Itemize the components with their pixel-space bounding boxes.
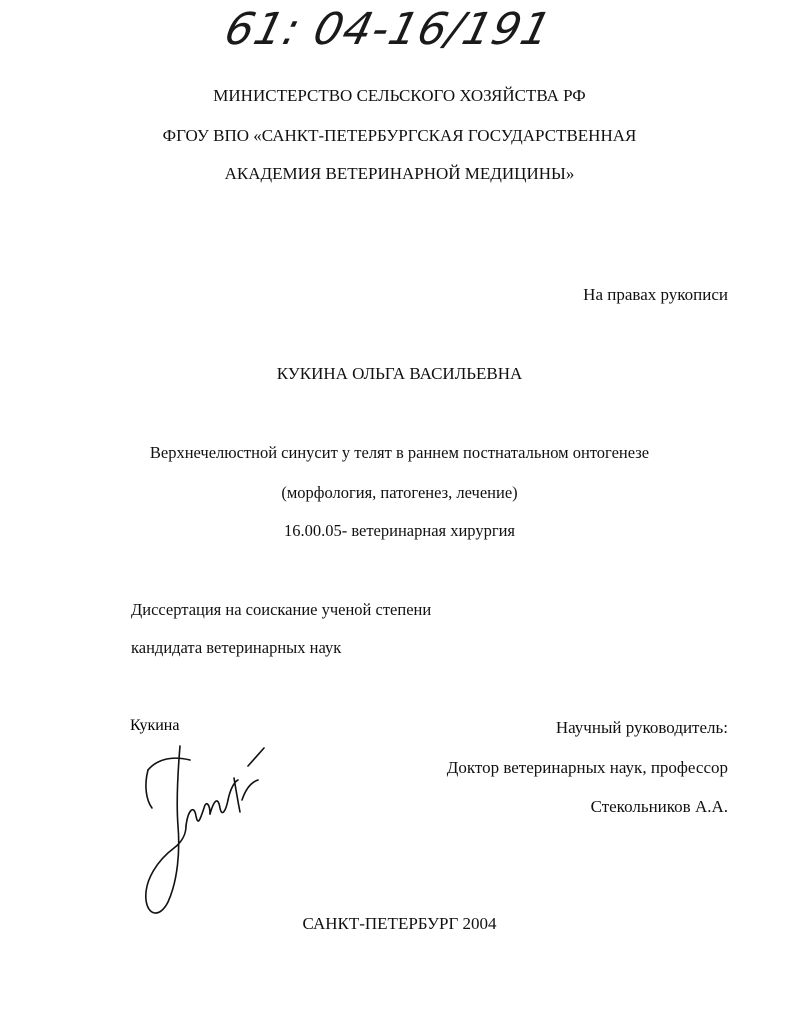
degree-line-2: кандидата ветеринарных наук bbox=[131, 638, 342, 657]
signature-text: Кукина bbox=[130, 717, 180, 734]
city-year: САНКТ-ПЕТЕРБУРГ 2004 bbox=[302, 914, 497, 933]
manuscript-rights-note: На правах рукописи bbox=[583, 285, 728, 304]
supervisor-credentials: Доктор ветеринарных наук, профессор bbox=[446, 758, 728, 777]
author-signature bbox=[130, 717, 280, 930]
specialty-code: 16.00.05- ветеринарная хирургия bbox=[283, 521, 516, 540]
ministry-line: МИНИСТЕРСТВО СЕЛЬСКОГО ХОЗЯЙСТВА РФ bbox=[213, 86, 586, 105]
dissertation-title: Верхнечелюстной синусит у телят в раннем постнатальном онтогенезе bbox=[149, 443, 650, 462]
dissertation-subtitle: (морфология, патогенез, лечение) bbox=[281, 483, 518, 502]
registration-number-text: 61: 04-16/191 bbox=[219, 4, 557, 55]
supervisor-label: Научный руководитель: bbox=[555, 718, 728, 737]
handwritten-registration-number bbox=[220, 4, 557, 55]
author-name: КУКИНА ОЛЬГА ВАСИЛЬЕВНА bbox=[276, 364, 523, 383]
degree-line-1: Диссертация на соискание ученой степени bbox=[131, 600, 432, 619]
institution-line-2: АКАДЕМИЯ ВЕТЕРИНАРНОЙ МЕДИЦИНЫ» bbox=[224, 164, 575, 183]
institution-line-1: ФГОУ ВПО «САНКТ-ПЕТЕРБУРГСКАЯ ГОСУДАРСТВЕННАЯ bbox=[162, 126, 637, 145]
supervisor-name: Стекольников А.А. bbox=[590, 797, 728, 816]
